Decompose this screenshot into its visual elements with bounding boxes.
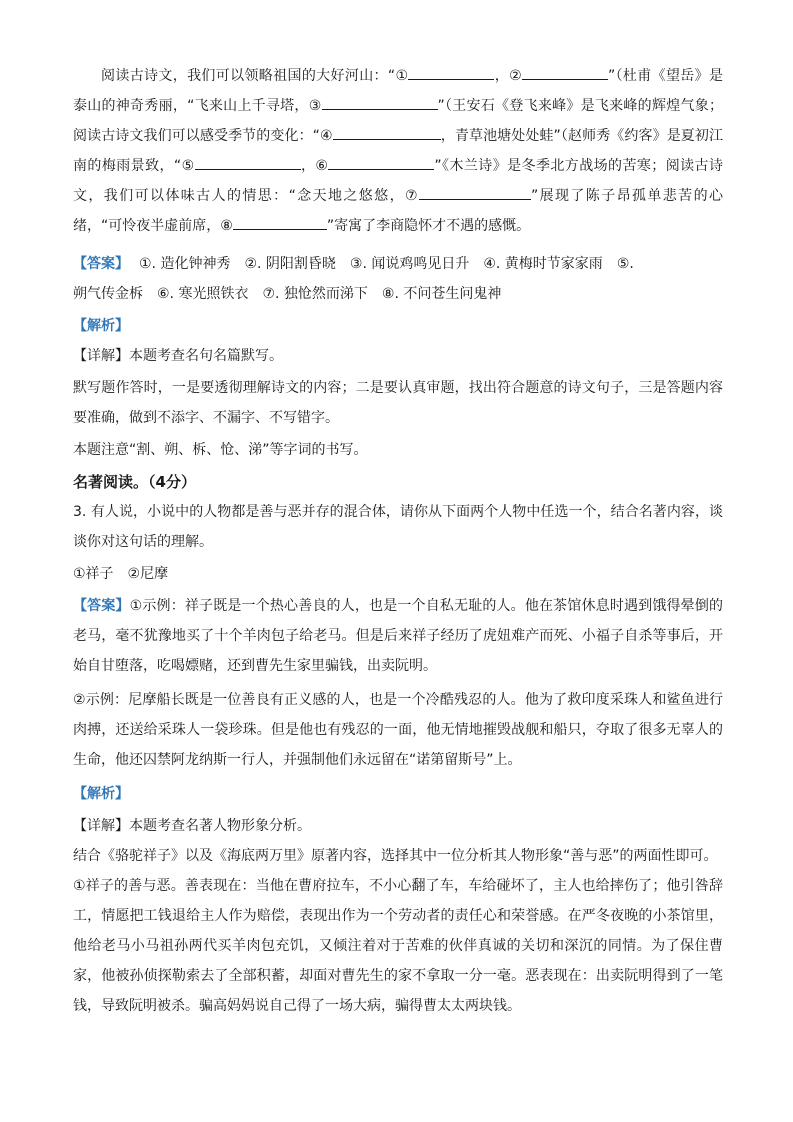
blank-5 <box>195 153 301 170</box>
answer-item: ⑤. <box>616 256 634 272</box>
blank-3 <box>322 93 438 110</box>
answer-1-line-1 <box>73 249 723 279</box>
analysis-tag: 【解析】 <box>73 786 129 802</box>
blank-8 <box>233 213 327 230</box>
blank-7 <box>419 183 531 200</box>
answer-item: ⑦. 独怆然而涕下 <box>262 286 368 302</box>
section-heading: 名著阅读。（4分） <box>73 473 196 491</box>
answer-3-part-1 <box>73 591 723 681</box>
analysis-3-detail <box>73 811 723 841</box>
passage-text-4: ”（王安石《登飞来峰》是飞来峰的辉煌气象；阅读古诗文我们可以感受季节的变化：“④ <box>73 98 723 144</box>
detail-text: 本题考查名句名篇默写。 <box>129 348 283 364</box>
detail-tag: 【详解】 <box>73 348 129 364</box>
answer-tag: 【答案】 <box>73 256 129 272</box>
passage-text-2: ，② <box>494 68 522 84</box>
answer-item: ③. 闻说鸡鸣见日升 <box>349 256 470 272</box>
answer-1-line-2 <box>73 279 723 309</box>
analysis-1-detail <box>73 341 723 371</box>
analysis-1-para-1: 默写题作答时，一是要透彻理解诗文的内容；二是要认真审题，找出符合题意的诗文句子，三是答题内容要准确，做到不添字、不漏字、不写错字。 <box>73 380 723 426</box>
passage-text-8: ”展现了陈子昂孤单悲苦的心绪，“可怜夜半虚前席，⑧ <box>73 188 723 234</box>
blank-2 <box>522 63 608 80</box>
blank-6 <box>328 153 434 170</box>
question-3: 3. 有人说，小说中的人物都是善与恶并存的混合体，请你从下面两个人物中任选一个，结合名著内容，谈谈你对这句话的理解。 <box>73 504 723 550</box>
answer-item: ①. 造化钟神秀 <box>139 256 231 272</box>
passage-text-6: ，⑥ <box>300 158 329 174</box>
answer-text: ①示例：祥子既是一个热心善良的人，也是一个自私无耻的人。他在茶馆休息时遇到饿得晕倒的老马，毫不犹豫地买了十个羊肉包子给老马。但是后来祥子经历了虎妞难产而死、小福子自杀等事后，开始自甘堕落，吃喝嫖赌，还到曹先生家里骗钱，出卖阮明。 <box>73 598 723 674</box>
analysis-3-para-2: ①祥子的善与恶。善表现在：当他在曹府拉车，不小心翻了车，车给碰坏了，主人也给摔伤了；他引咎辞工，情愿把工钱退给主人作为赔偿，表现出作为一个劳动者的责任心和荣誉感。在严冬夜晚的小茶馆里，他给老马小马祖孙两代买羊肉包充饥，又倾注着对于苦难的伙伴真诚的关切和深沉的同情。为了保住曹家，他被孙侦探勒索去了全部积蓄，却面对曹先生的家不拿取一分一毫。恶表现在：出卖阮明得到了一笔钱，导致阮明被杀。骗高妈妈说自己得了一场大病，骗得曹太太两块钱。 <box>73 878 723 1014</box>
answer-item: ⑧. 不问苍生问鬼神 <box>381 286 502 302</box>
poetry-passage <box>73 61 723 241</box>
passage-text-7: ”《木兰诗》是冬季北方战场的苦寒；阅读古诗文，我们可以体味古人的情思：“念天地之悠悠，⑦ <box>73 158 723 204</box>
answer-tag: 【答案】 <box>73 598 130 614</box>
analysis-1-para-2: 本题注意“割、朔、柝、怆、涕”等字词的书写。 <box>73 442 368 458</box>
passage-text-5: ，青草池塘处处蛙”（赵师秀《约客》是夏初江南的梅雨景致，“⑤ <box>73 128 723 174</box>
analysis-3-para-1: 结合《骆驼祥子》以及《海底两万里》原著内容，选择其中一位分析其人物形象“善与恶”的两面性即可。 <box>73 848 718 864</box>
passage-text-3: ”（杜甫《望岳》是泰山的神奇秀丽，“飞来山上千寻塔，③ <box>73 68 723 114</box>
answer-item: ⑥. 寒光照铁衣 <box>157 286 249 302</box>
detail-text: 本题考查名著人物形象分析。 <box>129 818 311 834</box>
passage-text-1: 阅读古诗文，我们可以领略祖国的大好河山：“① <box>101 68 409 84</box>
blank-1 <box>408 63 494 80</box>
analysis-1-heading <box>73 311 723 341</box>
blank-4 <box>333 123 441 140</box>
answer-item: ②. 阴阳割昏晓 <box>244 256 336 272</box>
analysis-3-heading <box>73 779 723 809</box>
answer-item: ④. 黄梅时节家家雨 <box>483 256 603 272</box>
answer-3-part-2: ②示例：尼摩船长既是一位善良有正义感的人，也是一个冷酷残忍的人。他为了救印度采珠人和鲨鱼进行肉搏，还送给采珠人一袋珍珠。但是他也有残忍的一面，他无情地摧毁战舰和船只，夺取了很多无辜人的生命，他还囚禁阿龙纳斯一行人，并强制他们永远留在“诺第留斯号”上。 <box>73 692 723 768</box>
answer-item: 朔气传金柝 <box>73 286 143 302</box>
detail-tag: 【详解】 <box>73 818 129 834</box>
question-3-options: ①祥子 ②尼摩 <box>73 566 169 582</box>
analysis-tag: 【解析】 <box>73 318 129 334</box>
passage-text-9: ”寄寓了李商隐怀才不遇的感慨。 <box>326 218 531 234</box>
